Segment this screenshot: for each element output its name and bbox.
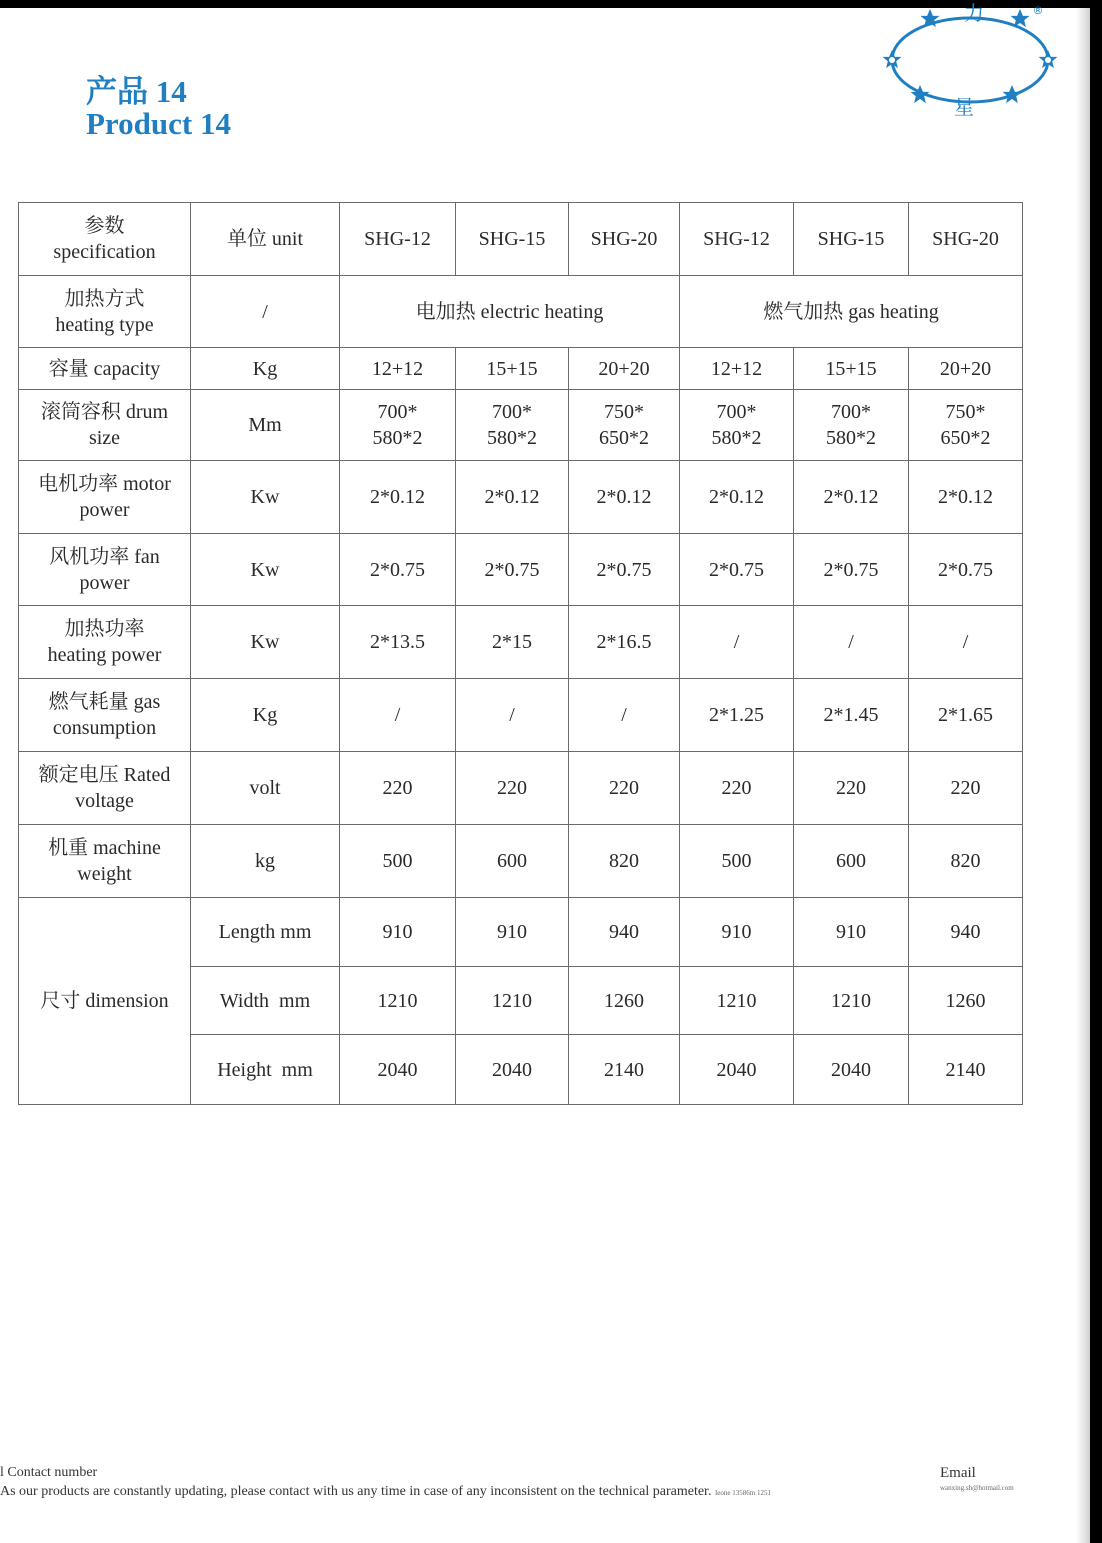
star-ellipse-logo-icon bbox=[878, 0, 1063, 120]
value-cell: 2*1.65 bbox=[909, 679, 1023, 752]
email-value[interactable]: wanxing.sh@hotmail.com bbox=[940, 1484, 1014, 1492]
gas-heating-cell: 燃气加热 gas heating bbox=[680, 276, 1023, 348]
value-cell: 2*0.12 bbox=[794, 461, 909, 534]
value-cell: 910 bbox=[680, 898, 794, 967]
unit-cell: volt bbox=[191, 752, 340, 825]
unit-cell: Height mm bbox=[191, 1035, 340, 1105]
value-cell bbox=[569, 390, 680, 461]
value-cell: 2*15 bbox=[456, 606, 569, 679]
table-row-fan-power bbox=[19, 534, 1023, 606]
table-row-heating-power bbox=[19, 606, 1023, 679]
row-label-line1: 电机功率 motor bbox=[38, 473, 171, 495]
model-header-cell: SHG-15 bbox=[794, 203, 909, 276]
svg-text:星: 星 bbox=[954, 95, 974, 119]
value-cell: 820 bbox=[909, 825, 1023, 898]
value-cell: 220 bbox=[456, 752, 569, 825]
value-cell: 20+20 bbox=[909, 348, 1023, 390]
value-cell: 500 bbox=[680, 825, 794, 898]
value-cell: 2040 bbox=[456, 1035, 569, 1105]
row-label bbox=[19, 825, 191, 898]
table-header-row bbox=[19, 203, 1023, 276]
value-cell: 12+12 bbox=[340, 348, 456, 390]
value-cell: 2*0.75 bbox=[909, 534, 1023, 606]
footer-notice bbox=[0, 1484, 771, 1500]
specification-table bbox=[18, 202, 1023, 1105]
value-cell: 2*0.75 bbox=[794, 534, 909, 606]
row-label-line2: consumption bbox=[52, 717, 157, 739]
row-label bbox=[19, 752, 191, 825]
row-label-line1: 加热功率 bbox=[64, 618, 145, 640]
value-cell: 1210 bbox=[456, 967, 569, 1035]
model-header-cell: SHG-20 bbox=[569, 203, 680, 276]
value-cell: 2*0.12 bbox=[569, 461, 680, 534]
value-cell: 2*0.12 bbox=[340, 461, 456, 534]
svg-text:®: ® bbox=[1032, 4, 1044, 17]
value-cell: 910 bbox=[340, 898, 456, 967]
value-cell: 1260 bbox=[569, 967, 680, 1035]
table-row-rated-voltage bbox=[19, 752, 1023, 825]
row-label-line1: 额定电压 Rated bbox=[38, 764, 171, 786]
row-label bbox=[19, 461, 191, 534]
table-row-capacity bbox=[19, 348, 1023, 390]
value-line2: 580*2 bbox=[372, 427, 423, 449]
value-line1: 700* bbox=[377, 401, 418, 423]
unit-cell: Kg bbox=[191, 348, 340, 390]
contact-number-label: l Contact number bbox=[0, 1465, 98, 1480]
value-cell: 2*0.12 bbox=[909, 461, 1023, 534]
row-label bbox=[19, 534, 191, 606]
row-label-cn: 加热方式 bbox=[64, 287, 145, 310]
value-line2: 580*2 bbox=[711, 427, 762, 449]
product-title-cn: 产品 14 bbox=[86, 74, 187, 109]
value-cell: 600 bbox=[794, 825, 909, 898]
value-line1: 700* bbox=[831, 401, 871, 423]
value-cell: 2*0.12 bbox=[680, 461, 794, 534]
value-cell: / bbox=[794, 606, 909, 679]
value-cell: 2140 bbox=[569, 1035, 680, 1105]
value-cell: 1210 bbox=[340, 967, 456, 1035]
value-cell: 940 bbox=[569, 898, 680, 967]
unit-cell: / bbox=[191, 276, 340, 348]
value-cell: 2*0.75 bbox=[680, 534, 794, 606]
table-row-heating-type bbox=[19, 276, 1023, 348]
unit-cell: Kw bbox=[191, 534, 340, 606]
value-cell: 20+20 bbox=[569, 348, 680, 390]
unit-cell: Mm bbox=[191, 390, 340, 461]
product-title-en: Product 14 bbox=[86, 106, 231, 141]
value-cell bbox=[456, 390, 569, 461]
row-label bbox=[19, 276, 191, 348]
value-cell: 500 bbox=[340, 825, 456, 898]
value-cell: 220 bbox=[909, 752, 1023, 825]
row-label bbox=[19, 679, 191, 752]
value-cell: 220 bbox=[340, 752, 456, 825]
value-cell: 940 bbox=[909, 898, 1023, 967]
value-cell: / bbox=[340, 679, 456, 752]
value-cell: 2*0.75 bbox=[569, 534, 680, 606]
phone-number: Ieone 13586m 1251 bbox=[714, 1489, 771, 1497]
table-row-motor-power bbox=[19, 461, 1023, 534]
value-cell: / bbox=[569, 679, 680, 752]
value-line1: 750* bbox=[604, 401, 644, 423]
value-cell bbox=[909, 390, 1023, 461]
value-cell: 2*16.5 bbox=[569, 606, 680, 679]
row-label-line1: 燃气耗量 gas bbox=[48, 691, 161, 713]
value-cell bbox=[340, 390, 456, 461]
electric-heating-cell: 电加热 electric heating bbox=[340, 276, 680, 348]
model-header-cell: SHG-15 bbox=[456, 203, 569, 276]
value-line1: 700* bbox=[716, 401, 757, 423]
table-row-drum-size bbox=[19, 390, 1023, 461]
row-label-line2: voltage bbox=[75, 790, 134, 812]
value-cell: 910 bbox=[794, 898, 909, 967]
model-header-cell: SHG-12 bbox=[340, 203, 456, 276]
value-cell: 220 bbox=[680, 752, 794, 825]
row-label-line2: power bbox=[79, 499, 130, 521]
value-line1: 700* bbox=[492, 401, 532, 423]
value-cell: / bbox=[456, 679, 569, 752]
value-cell: 1210 bbox=[680, 967, 794, 1035]
row-label-en: heating type bbox=[55, 313, 154, 336]
row-label-line2: size bbox=[88, 427, 121, 449]
table-row-gas-consumption bbox=[19, 679, 1023, 752]
unit-cell: Kw bbox=[191, 606, 340, 679]
value-cell: 15+15 bbox=[456, 348, 569, 390]
model-header-cell: SHG-12 bbox=[680, 203, 794, 276]
email-label: Email bbox=[940, 1465, 976, 1481]
value-cell: 910 bbox=[456, 898, 569, 967]
value-cell: 2*0.75 bbox=[456, 534, 569, 606]
value-cell: 2040 bbox=[794, 1035, 909, 1105]
value-cell: 2*1.25 bbox=[680, 679, 794, 752]
table-row-dimension-length bbox=[19, 898, 1023, 967]
value-line2: 650*2 bbox=[599, 427, 649, 449]
value-cell: 1260 bbox=[909, 967, 1023, 1035]
value-cell: 2*13.5 bbox=[340, 606, 456, 679]
value-cell: 820 bbox=[569, 825, 680, 898]
value-cell: 2140 bbox=[909, 1035, 1023, 1105]
row-label-line1: 滚筒容积 drum bbox=[40, 401, 169, 423]
value-cell bbox=[680, 390, 794, 461]
row-label bbox=[19, 606, 191, 679]
unit-cell: Kg bbox=[191, 679, 340, 752]
row-label-line1: 机重 machine bbox=[48, 837, 161, 859]
unit-cell: Kw bbox=[191, 461, 340, 534]
spec-label-cn: 参数 bbox=[84, 215, 125, 237]
spec-header-cell bbox=[19, 203, 191, 276]
value-cell: 600 bbox=[456, 825, 569, 898]
row-label: 容量 capacity bbox=[19, 348, 191, 390]
value-cell bbox=[794, 390, 909, 461]
page-edge-shadow bbox=[1076, 8, 1090, 1543]
value-cell: 2*0.12 bbox=[456, 461, 569, 534]
value-line1: 750* bbox=[945, 401, 986, 423]
svg-text:力: 力 bbox=[964, 1, 984, 25]
value-line2: 650*2 bbox=[940, 427, 991, 449]
value-cell: 2*0.75 bbox=[340, 534, 456, 606]
value-line2: 580*2 bbox=[487, 427, 537, 449]
row-label bbox=[19, 390, 191, 461]
value-cell: 2*1.45 bbox=[794, 679, 909, 752]
row-label-line2: weight bbox=[77, 863, 132, 885]
row-label-line2: power bbox=[79, 571, 130, 594]
value-cell: 220 bbox=[794, 752, 909, 825]
value-line2: 580*2 bbox=[826, 427, 876, 449]
spec-label-en: specification bbox=[53, 241, 156, 263]
value-cell: 15+15 bbox=[794, 348, 909, 390]
unit-cell: kg bbox=[191, 825, 340, 898]
value-cell: 12+12 bbox=[680, 348, 794, 390]
model-header-cell: SHG-20 bbox=[909, 203, 1023, 276]
table-row-machine-weight bbox=[19, 825, 1023, 898]
value-cell: 2040 bbox=[340, 1035, 456, 1105]
dimension-label: 尺寸 dimension bbox=[19, 898, 191, 1105]
value-cell: 220 bbox=[569, 752, 680, 825]
notice-text: As our products are constantly updating, please contact with us any time in case of any inconsistent on the technical parameter. bbox=[0, 1484, 712, 1499]
row-label-line2: heating power bbox=[47, 644, 162, 666]
value-cell: / bbox=[909, 606, 1023, 679]
value-cell: 2040 bbox=[680, 1035, 794, 1105]
unit-header-cell: 单位 unit bbox=[191, 203, 340, 276]
value-cell: / bbox=[680, 606, 794, 679]
row-label-line1: 风机功率 fan bbox=[49, 545, 160, 568]
unit-cell: Length mm bbox=[191, 898, 340, 967]
value-cell: 1210 bbox=[794, 967, 909, 1035]
unit-cell: Width mm bbox=[191, 967, 340, 1035]
